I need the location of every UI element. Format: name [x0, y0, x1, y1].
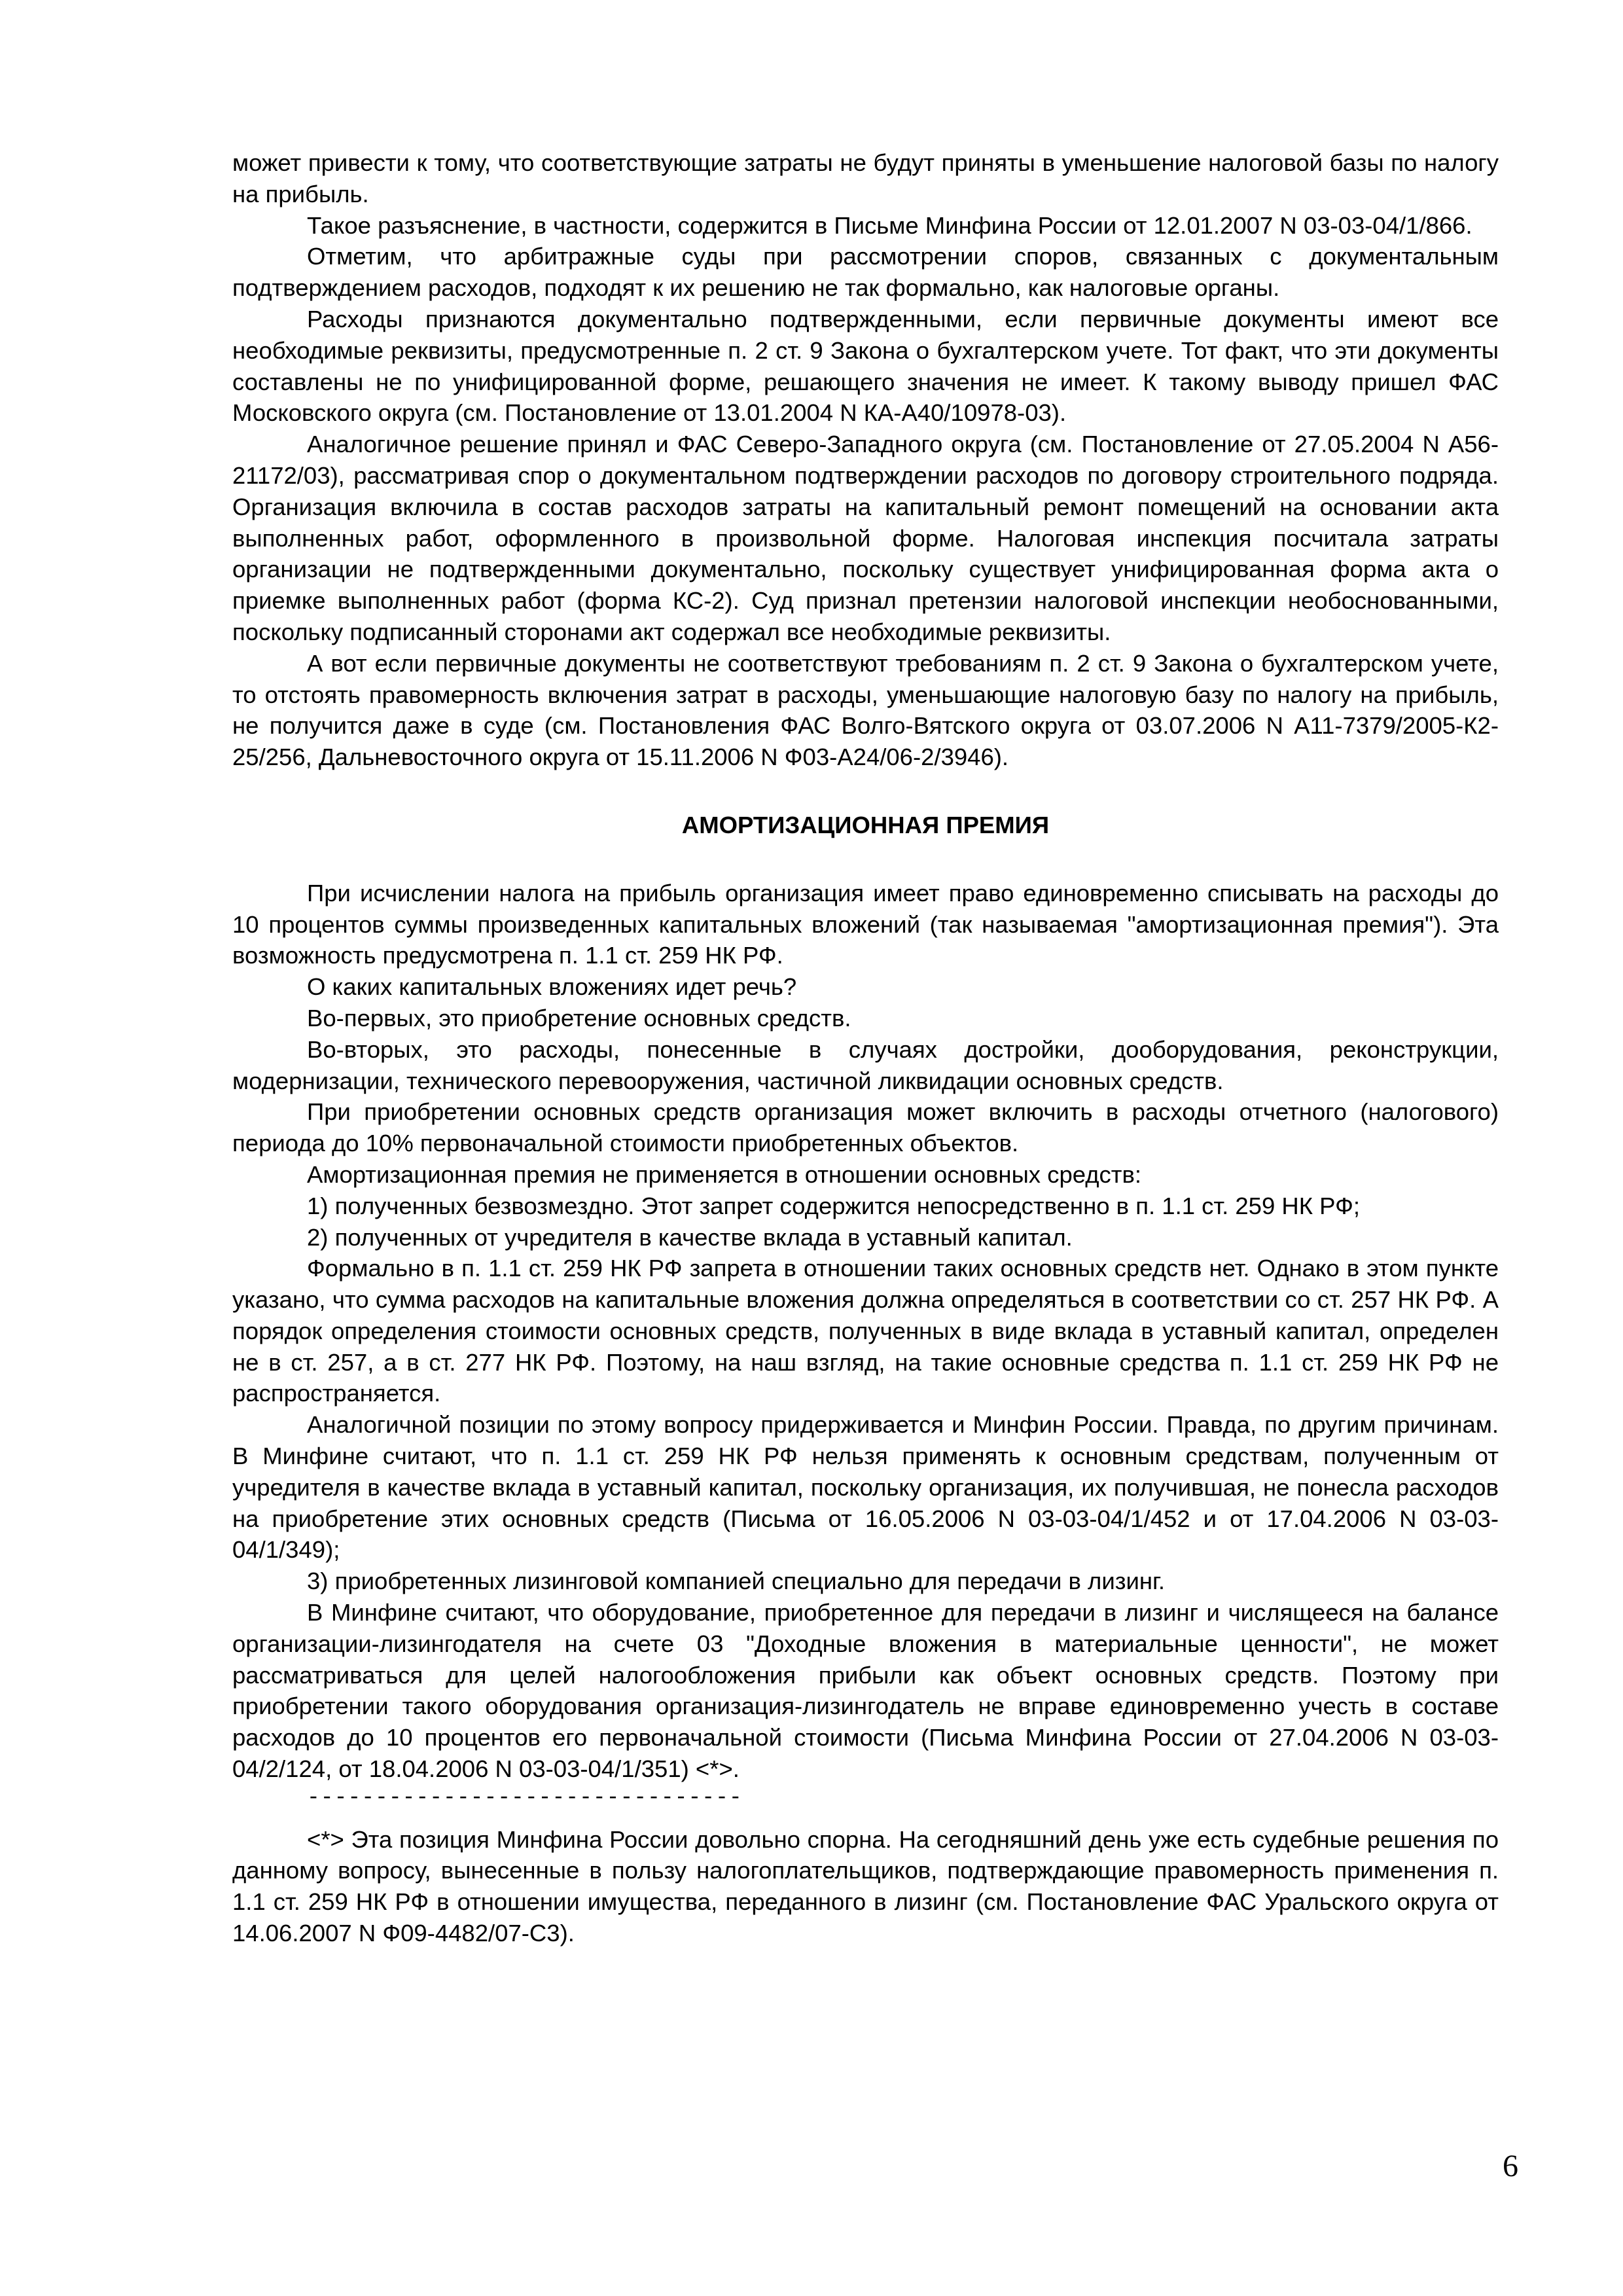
- section-heading: АМОРТИЗАЦИОННАЯ ПРЕМИЯ: [681, 811, 1050, 838]
- paragraph: Расходы признаются документально подтвержденными, если первичные документы имеют все необходимые реквизиты, предусмотренные п. 2 ст. 9 Закона о бухгалтерском учете. Тот факт, что эти документы составлены не по унифицированной форме, решающего значения не имеет. К такому выводу пришел ФАС Московского округа (см. Постановление от 13.01.2004 N КА-А40/10978-03).: [232, 305, 1499, 427]
- footnote-separator: --------------------------------: [307, 1785, 743, 1810]
- paragraph: О каких капитальных вложениях идет речь?: [307, 973, 797, 1001]
- list-item: 2) полученных от учредителя в качестве вклада в уставный капитал.: [307, 1223, 1073, 1251]
- paragraph: Формально в п. 1.1 ст. 259 НК РФ запрета в отношении таких основных средств нет. Однако в этом пункте указано, что сумма расходов на капитальные вложения должна определяться в соответствии со ст. 257 НК РФ. А порядок определения стоимости основных средств, полученных в виде вклада в уставный капитал, определен не в ст. 257, а в ст. 277 НК РФ. Поэтому, на наш взгляд, на такие основные средства п. 1.1 ст. 259 НК РФ не распространяется.: [232, 1255, 1499, 1407]
- paragraph: Во-вторых, это расходы, понесенные в случаях достройки, дооборудования, реконструкции, модернизации, технического перевооружения, частичной ликвидации основных средств.: [232, 1035, 1499, 1094]
- list-item: 1) полученных безвозмездно. Этот запрет содержится непосредственно в п. 1.1 ст. 259 НК РФ;: [307, 1192, 1360, 1219]
- page-number: 6: [1503, 2149, 1518, 2183]
- paragraph: А вот если первичные документы не соответствуют требованиям п. 2 ст. 9 Закона о бухгалтерском учете, то отстоять правомерность включения затрат в расходы, уменьшающие налоговую базу по налогу на прибыль, не получится даже в суде (см. Постановления ФАС Волго-Вятского округа от 03.07.2006 N А11-7379/2005-К2-25/256, Дальневосточного округа от 15.11.2006 N Ф03-А24/06-2/3946).: [232, 649, 1499, 771]
- paragraph-continuation: может привести к тому, что соответствующие затраты не будут приняты в уменьшение налоговой базы по налогу на прибыль.: [232, 149, 1499, 207]
- paragraph: Амортизационная премия не применяется в отношении основных средств:: [307, 1160, 1142, 1188]
- paragraph: Во-первых, это приобретение основных средств.: [307, 1004, 851, 1031]
- paragraph: Отметим, что арбитражные суды при рассмотрении споров, связанных с документальным подтверждением расходов, подходят к их решению не так формально, как налоговые органы.: [232, 243, 1499, 302]
- paragraph: Аналогичной позиции по этому вопросу придерживается и Минфин России. Правда, по другим причинам. В Минфине считают, что п. 1.1 ст. 259 НК РФ нельзя применять к основным средствам, полученным от учредителя в качестве вклада в уставный капитал, поскольку организация, их получившая, не понесла расходов на приобретение этих основных средств (Письма от 16.05.2006 N 03-03-04/1/452 и от 17.04.2006 N 03-03-04/1/349);: [232, 1411, 1499, 1564]
- paragraph: Такое разъяснение, в частности, содержится в Письме Минфина России от 12.01.2007 N 03-03-04/1/866.: [307, 211, 1472, 239]
- paragraph: В Минфине считают, что оборудование, приобретенное для передачи в лизинг и числящееся на балансе организации-лизингодателя на счете 03 "Доходные вложения в материальные ценности", не может рассматриваться для целей налогообложения прибыли как объект основных средств. Поэтому при приобретении такого оборудования организация-лизингодатель не вправе единовременно учесть в составе расходов до 10 процентов его первоначальной стоимости (Письма Минфина России от 27.04.2006 N 03-03-04/2/124, от 18.04.2006 N 03-03-04/1/351) <*>.: [232, 1599, 1499, 1783]
- paragraph: При исчислении налога на прибыль организация имеет право единовременно списывать на расходы до 10 процентов суммы произведенных капитальных вложений (так называемая "амортизационная премия"). Эта возможность предусмотрена п. 1.1 ст. 259 НК РФ.: [232, 879, 1499, 969]
- paragraph: Аналогичное решение принял и ФАС Северо-Западного округа (см. Постановление от 27.05.2004 N А56-21172/03), рассматривая спор о документальном подтверждении расходов по договору строительного подряда. Организация включила в состав расходов затраты на капитальный ремонт помещений на основании акта выполненных работ, оформленного в произвольной форме. Налоговая инспекция посчитала затраты организации не подтвержденными документально, поскольку существует унифицированная форма акта о приемке выполненных работ (форма КС-2). Суд признал претензии налоговой инспекции необоснованными, поскольку подписанный сторонами акт содержал все необходимые реквизиты.: [232, 431, 1499, 645]
- page-text: [232, 147, 1499, 1949]
- footnote: <*> Эта позиция Минфина России довольно спорна. На сегодняшний день уже есть судебные решения по данному вопросу, вынесенные в пользу налогоплательщиков, подтверждающие правомерность применения п. 1.1 ст. 259 НК РФ в отношении имущества, переданного в лизинг (см. Постановление ФАС Уральского округа от 14.06.2007 N Ф09-4482/07-С3).: [232, 1825, 1499, 1947]
- list-item: 3) приобретенных лизинговой компанией специально для передачи в лизинг.: [307, 1568, 1166, 1595]
- spacer: [232, 1816, 1499, 1824]
- paragraph: При приобретении основных средств организация может включить в расходы отчетного (налогового) периода до 10% первоначальной стоимости приобретенных объектов.: [232, 1098, 1499, 1157]
- spacer: [232, 773, 1499, 810]
- spacer: [232, 841, 1499, 878]
